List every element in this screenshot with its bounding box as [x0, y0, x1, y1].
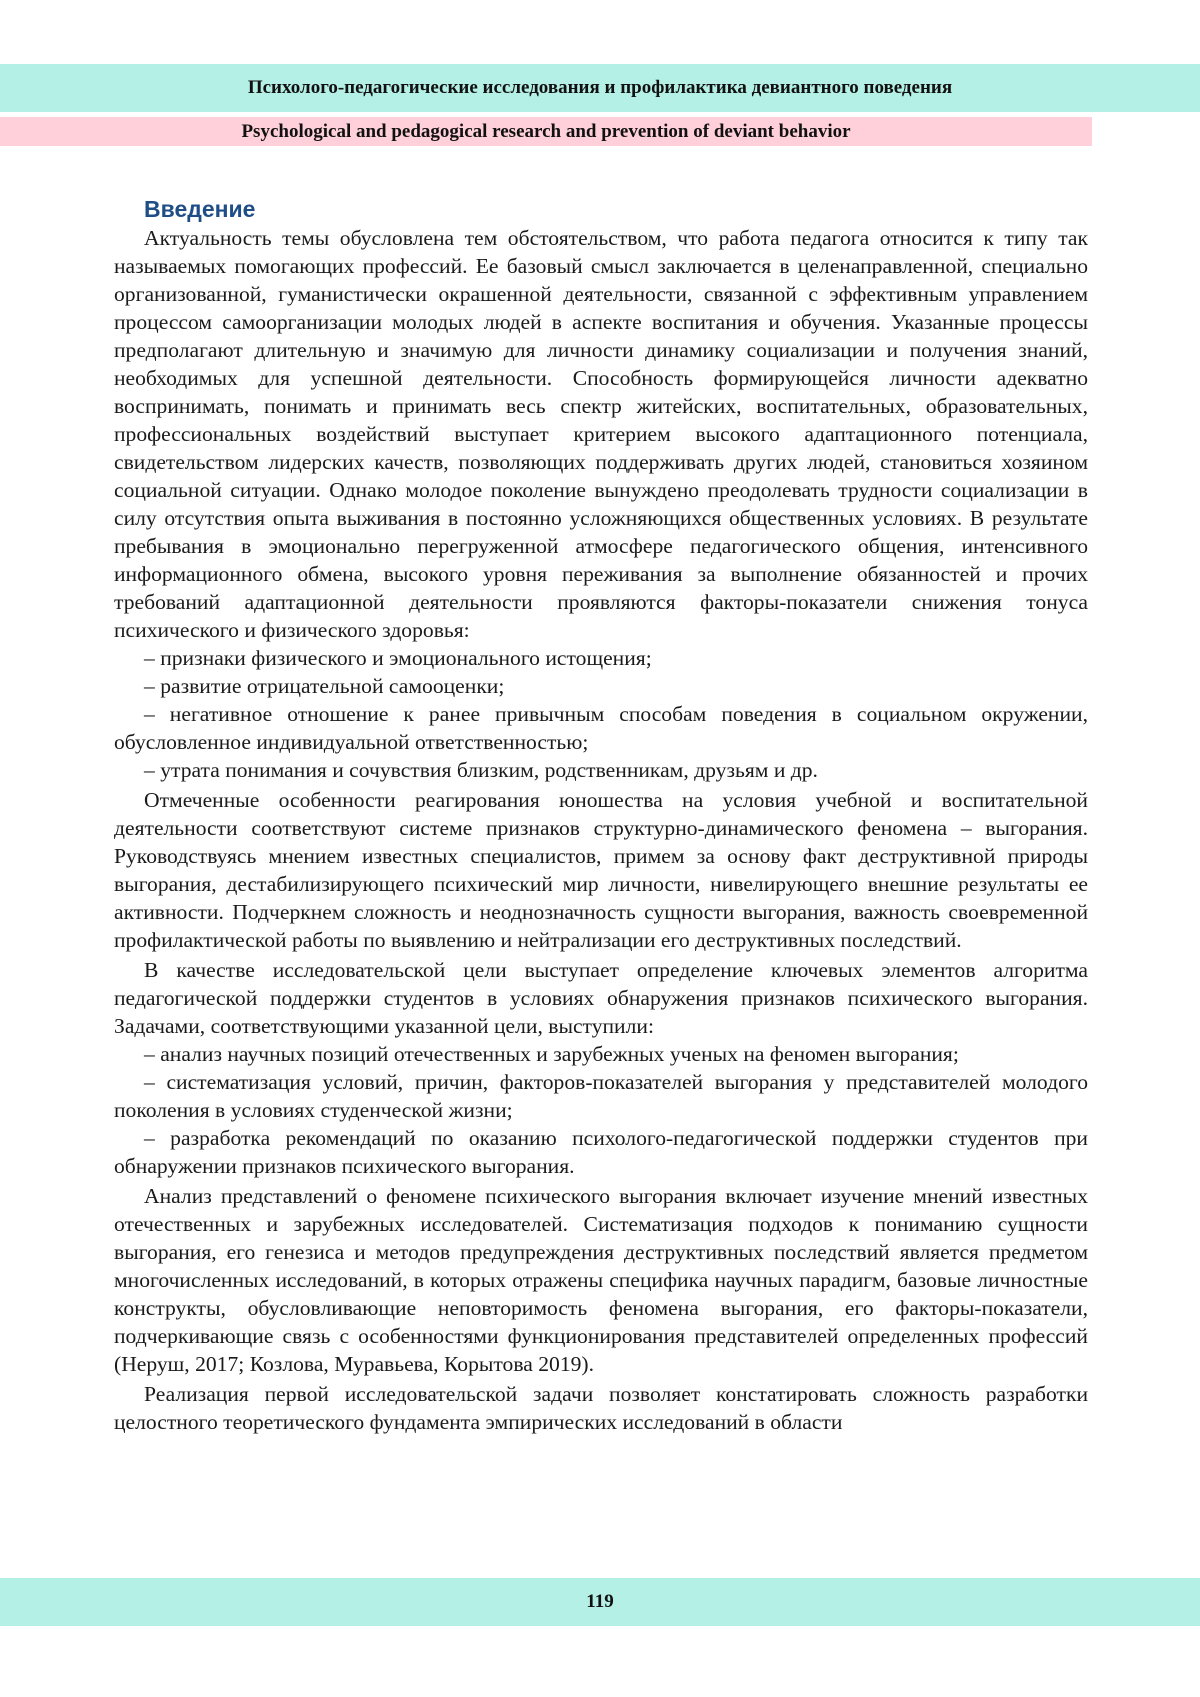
- list-item: – разработка рекомендаций по оказанию психолого-педагогической поддержки студентов при обнаружении признаков психического выгорания.: [114, 1126, 1088, 1178]
- paragraph: Актуальность темы обусловлена тем обстоятельством, что работа педагога относится к типу так называемых помогающих профессий. Ее базовый смысл заключается в целенаправленной, специально организованной, гуманистически окрашенной деятельности, связанной с эффективным управлением процессом самоорганизации молодых людей в аспекте воспитания и обучения. Указанные процессы предполагают длительную и значимую для личности динамику социализации и получения знаний, необходимых для успешной деятельности. Способность формирующейся личности адекватно воспринимать, понимать и принимать весь спектр житейских, воспитательных, образовательных, профессиональных воздействий выступает критерием высокого адаптационного потенциала, свидетельством лидерских качеств, позволяющих поддерживать других людей, становиться хозяином социальной ситуации. Однако молодое поколение вынуждено преодолевать трудности социализации в силу отсутствия опыта выживания в постоянно усложняющихся общественных условиях. В результате пребывания в эмоционально перегруженной атмосфере педагогического общения, интенсивного информационного обмена, высокого уровня переживания за выполнение обязанностей и прочих требований адаптационной деятельности проявляются факторы-показатели снижения тонуса психического и физического здоровья:: [114, 226, 1088, 642]
- paragraph: Реализация первой исследовательской задачи позволяет констатировать сложность разработки целостного теоретического фундамента эмпирических исследований в области: [114, 1382, 1088, 1434]
- list-item: – систематизация условий, причин, факторов-показателей выгорания у представителей молодого поколения в условиях студенческой жизни;: [114, 1070, 1088, 1122]
- journal-title-ru: Психолого-педагогические исследования и профилактика девиантного поведения: [247, 77, 953, 98]
- journal-title-en-band: [0, 117, 1092, 146]
- journal-title-en: Psychological and pedagogical research and prevention of deviant behavior: [241, 120, 851, 142]
- list-item: – негативное отношение к ранее привычным способам поведения в социальном окружении, обусловленное индивидуальной ответственностью;: [114, 702, 1088, 754]
- article-body: [114, 194, 1088, 1436]
- journal-title-ru-band: [0, 64, 1200, 112]
- paragraph: В качестве исследовательской цели выступает определение ключевых элементов алгоритма педагогической поддержки студентов в условиях обнаружения признаков психического выгорания. Задачами, соответствующими указанной цели, выступили:: [114, 958, 1088, 1038]
- paragraph: Анализ представлений о феномене психического выгорания включает изучение мнений известных отечественных и зарубежных исследователей. Систематизация подходов к пониманию сущности выгорания, его генезиса и методов предупреждения деструктивных последствий является предметом многочисленных исследований, в которых отражены специфика научных парадигм, базовые личностные конструкты, обусловливающие неповторимость феномена выгорания, его факторы-показатели, подчеркивающие связь с особенностями функционирования представителей определенных профессий (Неруш, 2017; Козлова, Муравьева, Корытова 2019).: [114, 1184, 1088, 1376]
- paragraph: Отмеченные особенности реагирования юношества на условия учебной и воспитательной деятельности соответствуют системе признаков структурно-динамического феномена – выгорания. Руководствуясь мнением известных специалистов, примем за основу факт деструктивной природы выгорания, дестабилизирующего психический мир личности, нивелирующего внешние результаты ее активности. Подчеркнем сложность и неоднозначность сущности выгорания, важность своевременной профилактической работы по выявлению и нейтрализации его деструктивных последствий.: [114, 788, 1088, 952]
- page-footer-band: [0, 1578, 1200, 1626]
- list-item: – анализ научных позиций отечественных и зарубежных ученых на феномен выгорания;: [144, 1042, 959, 1066]
- section-heading: Введение: [144, 196, 256, 222]
- list-item: – признаки физического и эмоционального истощения;: [144, 646, 652, 670]
- list-item: – утрата понимания и сочувствия близким, родственникам, друзьям и др.: [144, 758, 818, 782]
- list-item: – развитие отрицательной самооценки;: [144, 674, 505, 698]
- page-number: 119: [586, 1591, 614, 1612]
